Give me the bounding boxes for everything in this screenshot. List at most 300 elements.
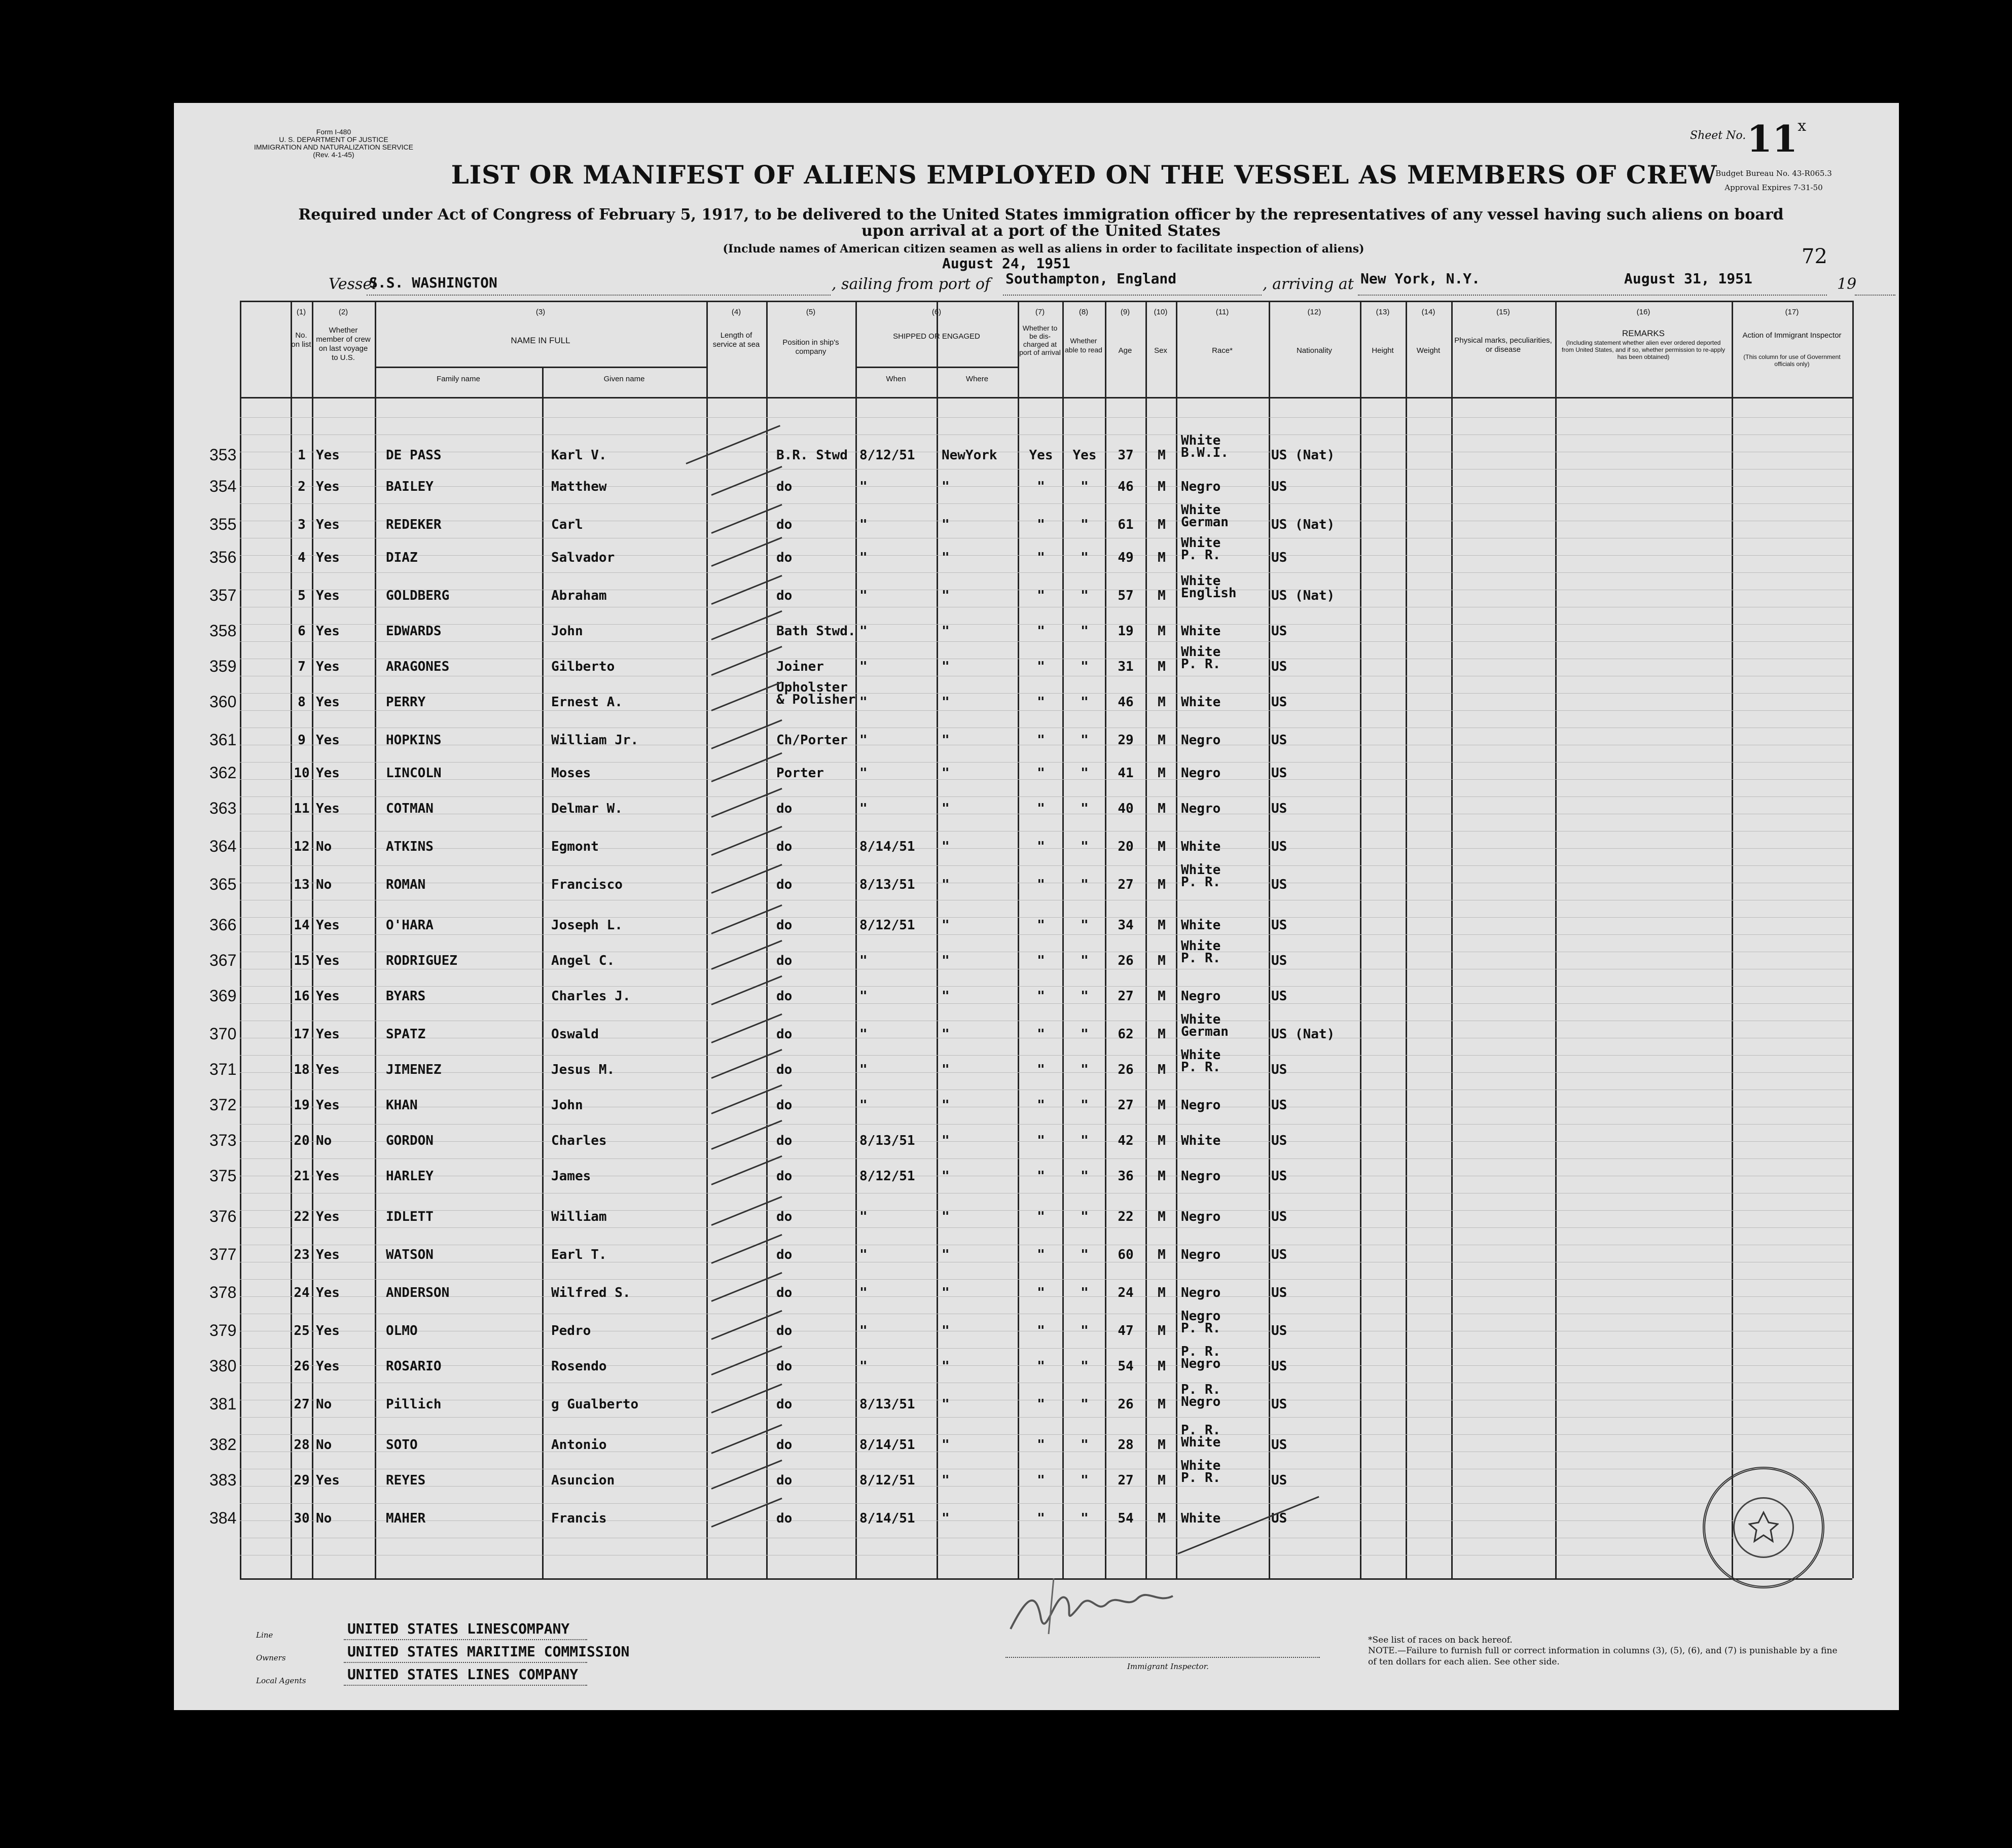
- column-rule: [1269, 301, 1270, 1578]
- service-check-mark: [711, 1498, 782, 1528]
- cell-last: Yes: [316, 588, 340, 603]
- service-check-mark: [711, 1346, 782, 1375]
- cell-when: ": [859, 1062, 868, 1077]
- cell-given: Abraham: [551, 588, 607, 603]
- cell-read: ": [1081, 1247, 1089, 1262]
- header-family-name: Family name: [437, 375, 480, 383]
- cell-no: 21: [294, 1169, 310, 1184]
- cell-sex: M: [1158, 1247, 1166, 1262]
- cell-position: do: [776, 1397, 793, 1412]
- cell-position: do: [776, 517, 793, 532]
- revision: (Rev. 4-1-45): [313, 151, 354, 159]
- cell-race: Negro: [1181, 733, 1221, 748]
- cell-sex: M: [1158, 877, 1166, 892]
- owners-value: UNITED STATES MARITIME COMMISSION: [347, 1643, 630, 1660]
- cell-nat: US: [1271, 1062, 1287, 1077]
- header-shipped: SHIPPED OR ENGAGED: [893, 332, 980, 341]
- cell-sex: M: [1158, 1133, 1166, 1148]
- cell-read: ": [1081, 801, 1089, 816]
- cell-age: 31: [1118, 659, 1134, 674]
- cell-no: 28: [294, 1437, 310, 1453]
- cell-disc: ": [1037, 695, 1045, 710]
- column-rule: [1406, 301, 1407, 1578]
- cell-read: ": [1081, 1437, 1089, 1453]
- cell-where: ": [942, 1098, 950, 1113]
- service-check-mark: [711, 1424, 782, 1454]
- cell-disc: ": [1037, 1511, 1045, 1526]
- cell-no: 2: [298, 479, 306, 494]
- cell-age: 29: [1118, 733, 1134, 748]
- cell-nat: US: [1271, 1247, 1287, 1262]
- cell-disc: ": [1037, 1473, 1045, 1488]
- margin-number: 369: [209, 987, 237, 1005]
- cell-nat: US: [1271, 695, 1287, 710]
- cell-given: Jesus M.: [551, 1062, 615, 1077]
- cell-nat: US: [1271, 1098, 1287, 1113]
- cell-nat: US: [1271, 1285, 1287, 1300]
- cell-given: Matthew: [551, 479, 607, 494]
- cell-where: NewYork: [942, 448, 997, 463]
- margin-number: 380: [209, 1357, 237, 1375]
- header-last-voyage: Whether member of crew on last voyage to U.S.: [316, 326, 371, 362]
- cell-where: ": [942, 1359, 950, 1374]
- cell-family: ATKINS: [386, 839, 434, 854]
- crew-table: (1) (2) (3) (4) (5) (6) (7) (8) (9) (10) (11) (12) (13) (14) (15) (16) (17) No. on list Whether member of crew on last voyage to U.S. NAME IN FULL Family name Given name Length of service at sea Position in ship's company SHIPPED OR ENGAGED When Where Whether to be dis-charged at port of arrival Whether able to read Age Sex Race* Nationality Height Weight Physical marks, peculiarities, or disease REMARKS (Including statement whether alien ever ordered deported from United States, and if so, whether permission to re-apply has been obtained) Action of Immigrant Inspector (This column for use of Government officials only) 353 1 Yes DE PASS Karl V. B.R. Stwd 8/12/51 NewYork Yes Yes 37 M White B.W.I. US (Nat) 354 2 Yes BAILEY Matthew do " " " " 46 M Negro US 355 3 Yes REDEKER Carl do " " " " 61 M White German US (Nat) 356 4 Yes DIAZ Salvador do " " " " 49 M White P. R. US 357 5 Yes GOLDBERG Abraham do " " " " 57 M White English US (Nat) 358 6 Yes EDWARDS John Bath Stwd. " " " " 19 M White US 359 7 Yes ARAGONES Gilberto Joiner " " " " 31 M White P. R. US 360 8 Yes PERRY Ernest A. Upholster & Polisher " " " " 46 M White US 361 9 Yes HOPKINS William Jr. Ch/Porter " " " " 29 M Negro US 362 10 Yes LINCOLN Moses Porter " " " " 41 M Negro US 363 11 Yes COTMAN Delmar W. do " " " " 40 M Negro US 364 12 No ATKINS Egmont do 8/14/51 " " " 20 M White US 365 13 No ROMAN Francisco do 8/13/51 " " " 27 M White P. R. US 366 14 Yes O'HARA Joseph L. do 8/12/51 " " " 34 M White US 367 15 Yes RODRIGUEZ Angel C. do " " " " 26 M White P. R. US 369 16 Yes BYARS Charles J. do " " " " 27 M Negro US 370 17 Yes SPATZ Oswald do " " " " 62 M White German US (Nat) 371 18 Yes JIMENEZ Jesus M. do " " " " 26 M White P. R. US 372 19 Yes KHAN John do " " " " 27 M Negro US 373 20 No GORDON Charles do 8/13/51 " " " 42 M White US 375 21 Yes HARLEY James do 8/12/51 " " " 36 M Negro US 376 22 Yes IDLETT William do " " " " 22 M Negro US 377 23 Yes WATSON Earl T. do " " " " 60 M Negro US 378 24 Yes ANDERSON Wilfred S. do " " " " 24 M Negro US 379 25 Yes OLMO Pedro do " " " " 47 M Negro P. R. US 380 26 Yes ROSARIO Rosendo do " " " " 54 M P. R. Negro US 381 27 No Pillich g Gualberto do 8/13/51 " " " 26 M P. R. Negro US 382 28 No SOTO Antonio do 8/14/51 " " " 28 M P. R. White US 383 29 Yes REYES Asuncion do 8/12/51 " " " 27 M White P. R. US 384 30 No MAHER Francis do 8/14/51 " " " 54 M White US: [240, 301, 1852, 1578]
- cell-last: Yes: [316, 989, 340, 1004]
- cell-where: ": [942, 1397, 950, 1412]
- cell-race: P. R. White: [1181, 1423, 1221, 1450]
- cell-no: 3: [298, 517, 306, 532]
- cell-sex: M: [1158, 1511, 1166, 1526]
- cell-disc: ": [1037, 517, 1045, 532]
- cell-given: Francisco: [551, 877, 623, 892]
- cell-last: Yes: [316, 659, 340, 674]
- header-position: Position in ship's company: [782, 338, 839, 356]
- cell-given: g Gualberto: [551, 1397, 639, 1412]
- cell-no: 16: [294, 989, 310, 1004]
- cell-disc: ": [1037, 588, 1045, 603]
- cell-given: Moses: [551, 766, 591, 781]
- cell-position: Porter: [776, 766, 824, 781]
- penalty-note: NOTE.—Failure to furnish full or correct information in columns (3), (5), (6), and (7) is punishable by a fine of ten dollars for each alien. See other side.: [1368, 1646, 1838, 1667]
- cell-age: 27: [1118, 1473, 1134, 1488]
- cell-position: do: [776, 953, 793, 968]
- form-header: [240, 128, 427, 159]
- cell-sex: M: [1158, 839, 1166, 854]
- agents-label: Local Agents: [256, 1676, 306, 1685]
- cell-race: White: [1181, 839, 1221, 854]
- cell-age: 40: [1118, 801, 1134, 816]
- sheet-label: Sheet No.: [1690, 129, 1746, 142]
- cell-read: ": [1081, 624, 1089, 639]
- cell-race: Negro: [1181, 1169, 1221, 1184]
- margin-number: 365: [209, 875, 237, 893]
- cell-given: Carl: [551, 517, 583, 532]
- cell-given: William Jr.: [551, 733, 639, 748]
- cell-where: ": [942, 1437, 950, 1453]
- cell-sex: M: [1158, 550, 1166, 565]
- cell-age: 27: [1118, 877, 1134, 892]
- service-check-mark: [711, 752, 782, 782]
- cell-read: ": [1081, 1169, 1089, 1184]
- cell-read: ": [1081, 1323, 1089, 1338]
- cell-family: SPATZ: [386, 1027, 426, 1042]
- cell-no: 22: [294, 1209, 310, 1224]
- cell-disc: ": [1037, 766, 1045, 781]
- cell-family: MAHER: [386, 1511, 426, 1526]
- header-no-on-list: No. on list: [291, 331, 311, 349]
- cell-disc: ": [1037, 1169, 1045, 1184]
- cell-race: White P. R.: [1181, 535, 1221, 563]
- budget-bureau: Budget Bureau No. 43-R065.3 Approval Expires 7-31-50: [1715, 169, 1832, 192]
- cell-position: do: [776, 550, 793, 565]
- cell-sex: M: [1158, 1473, 1166, 1488]
- cell-nat: US: [1271, 918, 1287, 933]
- margin-number: 366: [209, 916, 237, 934]
- cell-sex: M: [1158, 695, 1166, 710]
- column-rule: [375, 301, 376, 1578]
- cell-nat: US: [1271, 1209, 1287, 1224]
- cell-family: GORDON: [386, 1133, 434, 1148]
- cell-disc: ": [1037, 877, 1045, 892]
- service-check-mark: [711, 681, 782, 711]
- cell-read: ": [1081, 733, 1089, 748]
- cell-when: 8/13/51: [859, 1133, 915, 1148]
- cell-race: Negro: [1181, 766, 1221, 781]
- cell-no: 11: [294, 801, 310, 816]
- header-height: Height: [1372, 346, 1394, 355]
- cell-race: White German: [1181, 502, 1229, 530]
- cell-no: 30: [294, 1511, 310, 1526]
- year-label: 19: [1837, 275, 1857, 293]
- margin-number: 361: [209, 731, 237, 749]
- cell-disc: ": [1037, 918, 1045, 933]
- cell-last: Yes: [316, 1247, 340, 1262]
- margin-number: 371: [209, 1060, 237, 1078]
- service-check-mark: [711, 1234, 782, 1264]
- cell-disc: ": [1037, 1323, 1045, 1338]
- cell-last: No: [316, 839, 332, 854]
- cell-race: White B.W.I.: [1181, 433, 1229, 460]
- owners-label: Owners: [256, 1653, 286, 1662]
- header-action: Action of Immigrant Inspector: [1742, 331, 1842, 340]
- cell-read: ": [1081, 588, 1089, 603]
- cell-sex: M: [1158, 918, 1166, 933]
- cell-sex: M: [1158, 989, 1166, 1004]
- cell-nat: US: [1271, 877, 1287, 892]
- margin-number: 364: [209, 837, 237, 855]
- cell-race: White: [1181, 918, 1221, 933]
- cell-no: 12: [294, 839, 310, 854]
- cell-last: Yes: [316, 1473, 340, 1488]
- page-title: LIST OR MANIFEST OF ALIENS EMPLOYED ON THE VESSEL AS MEMBERS OF CREW: [451, 160, 1717, 190]
- cell-read: ": [1081, 659, 1089, 674]
- margin-number: 376: [209, 1207, 237, 1225]
- cell-nat: US: [1271, 733, 1287, 748]
- cell-last: Yes: [316, 1209, 340, 1224]
- cell-sex: M: [1158, 479, 1166, 494]
- cell-nat: US (Nat): [1271, 517, 1335, 532]
- cell-age: 34: [1118, 918, 1134, 933]
- cell-given: James: [551, 1169, 591, 1184]
- cell-where: ": [942, 479, 950, 494]
- service-check-mark: [711, 1049, 782, 1079]
- margin-number: 360: [209, 693, 237, 711]
- header-remarks-note: (Including statement whether alien ever ordered deported from United States, and if so, whether permission to re-apply has been obtained): [1561, 339, 1726, 360]
- cell-sex: M: [1158, 733, 1166, 748]
- cell-read: ": [1081, 1397, 1089, 1412]
- cell-race: White P. R.: [1181, 938, 1221, 966]
- manifest-sheet: [174, 103, 1899, 1710]
- cell-family: ROMAN: [386, 877, 426, 892]
- cell-position: B.R. Stwd: [776, 448, 848, 463]
- cell-last: No: [316, 1511, 332, 1526]
- cell-no: 24: [294, 1285, 310, 1300]
- cell-no: 8: [298, 695, 306, 710]
- cell-given: Francis: [551, 1511, 607, 1526]
- cell-race: White: [1181, 624, 1221, 639]
- cell-position: do: [776, 588, 793, 603]
- cell-last: Yes: [316, 550, 340, 565]
- cell-no: 23: [294, 1247, 310, 1262]
- cell-disc: ": [1037, 1285, 1045, 1300]
- cell-position: Ch/Porter: [776, 733, 848, 748]
- cell-position: do: [776, 1169, 793, 1184]
- cell-disc: ": [1037, 1209, 1045, 1224]
- cell-race: White: [1181, 695, 1221, 710]
- cell-nat: US: [1271, 1169, 1287, 1184]
- cell-given: Oswald: [551, 1027, 599, 1042]
- cell-when: 8/12/51: [859, 918, 915, 933]
- cell-nat: US: [1271, 1473, 1287, 1488]
- header-remarks: REMARKS: [1622, 329, 1665, 338]
- cell-position: do: [776, 479, 793, 494]
- cell-when: ": [859, 733, 868, 748]
- cell-given: Charles J.: [551, 989, 631, 1004]
- cell-position: do: [776, 1473, 793, 1488]
- cell-nat: US: [1271, 766, 1287, 781]
- cell-last: Yes: [316, 953, 340, 968]
- agents-value: UNITED STATES LINES COMPANY: [347, 1666, 579, 1683]
- cell-family: EDWARDS: [386, 624, 442, 639]
- margin-number: 384: [209, 1509, 237, 1527]
- cell-family: REDEKER: [386, 517, 442, 532]
- cell-where: ": [942, 1209, 950, 1224]
- cell-no: 4: [298, 550, 306, 565]
- cell-when: ": [859, 1098, 868, 1113]
- header-race: Race*: [1212, 346, 1233, 355]
- column-rule: [240, 301, 241, 1578]
- cell-nat: US: [1271, 659, 1287, 674]
- margin-number: 363: [209, 799, 237, 817]
- column-rule: [1451, 301, 1453, 1578]
- cell-no: 15: [294, 953, 310, 968]
- cell-family: PERRY: [386, 695, 426, 710]
- cell-disc: Yes: [1029, 448, 1053, 463]
- cell-when: ": [859, 1323, 868, 1338]
- cell-sex: M: [1158, 1285, 1166, 1300]
- cell-given: Karl V.: [551, 448, 607, 463]
- cell-age: 60: [1118, 1247, 1134, 1262]
- cell-last: Yes: [316, 766, 340, 781]
- cell-when: ": [859, 659, 868, 674]
- cell-sex: M: [1158, 801, 1166, 816]
- cell-last: Yes: [316, 1169, 340, 1184]
- cell-age: 28: [1118, 1437, 1134, 1453]
- service-check-mark: [711, 466, 782, 496]
- cell-when: ": [859, 766, 868, 781]
- cell-when: 8/13/51: [859, 877, 915, 892]
- cell-position: do: [776, 1062, 793, 1077]
- cell-when: ": [859, 1209, 868, 1224]
- margin-number: 378: [209, 1283, 237, 1301]
- cell-family: ARAGONES: [386, 659, 450, 674]
- cell-when: ": [859, 953, 868, 968]
- cell-where: ": [942, 1062, 950, 1077]
- cell-read: ": [1081, 1473, 1089, 1488]
- cell-race: P. R. Negro: [1181, 1382, 1221, 1409]
- margin-number: 358: [209, 622, 237, 640]
- cell-position: Bath Stwd.: [776, 624, 856, 639]
- cell-read: ": [1081, 1359, 1089, 1374]
- cell-family: BYARS: [386, 989, 426, 1004]
- cell-position: do: [776, 1285, 793, 1300]
- cell-nat: US: [1271, 1511, 1287, 1526]
- cell-last: Yes: [316, 1027, 340, 1042]
- line-label: Line: [256, 1630, 273, 1640]
- service-check-mark: [711, 1272, 782, 1302]
- cell-sex: M: [1158, 1169, 1166, 1184]
- margin-number: 383: [209, 1471, 237, 1489]
- margin-number: 355: [209, 515, 237, 533]
- margin-number: 370: [209, 1025, 237, 1043]
- service-check-mark: [711, 826, 782, 856]
- cell-read: ": [1081, 1285, 1089, 1300]
- cell-family: COTMAN: [386, 801, 434, 816]
- cell-read: Yes: [1072, 448, 1097, 463]
- cell-position: do: [776, 1098, 793, 1113]
- cell-read: ": [1081, 839, 1089, 854]
- header-given-name: Given name: [603, 375, 645, 383]
- cell-last: Yes: [316, 918, 340, 933]
- cell-family: OLMO: [386, 1323, 418, 1338]
- cell-disc: ": [1037, 1098, 1045, 1113]
- cell-given: Wilfred S.: [551, 1285, 631, 1300]
- cell-disc: ": [1037, 550, 1045, 565]
- cell-given: Salvador: [551, 550, 615, 565]
- cell-no: 1: [298, 448, 306, 463]
- cell-no: 14: [294, 918, 310, 933]
- cell-nat: US: [1271, 624, 1287, 639]
- cell-position: do: [776, 801, 793, 816]
- cell-given: Angel C.: [551, 953, 615, 968]
- cell-sex: M: [1158, 624, 1166, 639]
- cell-age: 46: [1118, 695, 1134, 710]
- page-number: 72: [1802, 245, 1827, 268]
- cell-race: Negro P. R.: [1181, 1309, 1221, 1336]
- margin-number: 375: [209, 1167, 237, 1185]
- cell-last: Yes: [316, 479, 340, 494]
- cell-given: Charles: [551, 1133, 607, 1148]
- cell-last: Yes: [316, 1323, 340, 1338]
- cell-age: 41: [1118, 766, 1134, 781]
- cell-age: 26: [1118, 953, 1134, 968]
- cell-when: ": [859, 550, 868, 565]
- cell-family: DE PASS: [386, 448, 442, 463]
- cell-read: ": [1081, 695, 1089, 710]
- cell-no: 7: [298, 659, 306, 674]
- header-able-to-read: Whether able to read: [1065, 337, 1102, 354]
- cell-family: GOLDBERG: [386, 588, 450, 603]
- arrival-date: August 31, 1951: [1624, 270, 1752, 287]
- cell-last: Yes: [316, 624, 340, 639]
- subtitle: Required under Act of Congress of February 5, 1917, to be delivered to the United States immigration officer by the representatives of any vessel having such aliens on board upon arrival at a port of the United States: [298, 206, 1784, 240]
- margin-number: 379: [209, 1321, 237, 1339]
- cell-disc: ": [1037, 1027, 1045, 1042]
- cell-read: ": [1081, 918, 1089, 933]
- cell-position: do: [776, 989, 793, 1004]
- cell-where: ": [942, 877, 950, 892]
- cell-no: 17: [294, 1027, 310, 1042]
- cell-no: 29: [294, 1473, 310, 1488]
- cell-read: ": [1081, 1209, 1089, 1224]
- cell-position: do: [776, 1027, 793, 1042]
- cell-age: 54: [1118, 1359, 1134, 1374]
- cell-read: ": [1081, 953, 1089, 968]
- cell-age: 61: [1118, 517, 1134, 532]
- cell-where: ": [942, 659, 950, 674]
- cell-family: O'HARA: [386, 918, 434, 933]
- cell-when: 8/12/51: [859, 1473, 915, 1488]
- cell-last: Yes: [316, 733, 340, 748]
- cell-family: DIAZ: [386, 550, 418, 565]
- cell-race: White: [1181, 1511, 1221, 1526]
- service-check-mark: [711, 646, 782, 676]
- cell-family: IDLETT: [386, 1209, 434, 1224]
- cell-read: ": [1081, 1062, 1089, 1077]
- vessel-name: S.S. WASHINGTON: [369, 274, 497, 291]
- cell-nat: US: [1271, 1359, 1287, 1374]
- service-check-mark: [711, 504, 782, 534]
- cell-age: 47: [1118, 1323, 1134, 1338]
- cell-disc: ": [1037, 624, 1045, 639]
- cell-no: 27: [294, 1397, 310, 1412]
- cell-no: 5: [298, 588, 306, 603]
- cell-last: Yes: [316, 1098, 340, 1113]
- sailing-date: August 24, 1951: [942, 255, 1070, 272]
- cell-given: John: [551, 624, 583, 639]
- cell-when: ": [859, 1247, 868, 1262]
- service-check-mark: [711, 1196, 782, 1226]
- cell-race: White German: [1181, 1012, 1229, 1039]
- cell-when: ": [859, 479, 868, 494]
- cell-nat: US: [1271, 953, 1287, 968]
- cell-no: 9: [298, 733, 306, 748]
- service-check-mark: [711, 1310, 782, 1340]
- cell-age: 20: [1118, 839, 1134, 854]
- cell-where: ": [942, 695, 950, 710]
- cell-nat: US: [1271, 1323, 1287, 1338]
- cell-position: do: [776, 877, 793, 892]
- header-when: When: [886, 375, 906, 383]
- cell-where: ": [942, 1285, 950, 1300]
- vessel-label: Vessel: [329, 275, 377, 293]
- arrival-port: New York, N.Y.: [1360, 270, 1481, 287]
- cell-race: Negro: [1181, 1247, 1221, 1262]
- cell-disc: ": [1037, 1437, 1045, 1453]
- cell-last: Yes: [316, 517, 340, 532]
- cell-nat: US (Nat): [1271, 588, 1335, 603]
